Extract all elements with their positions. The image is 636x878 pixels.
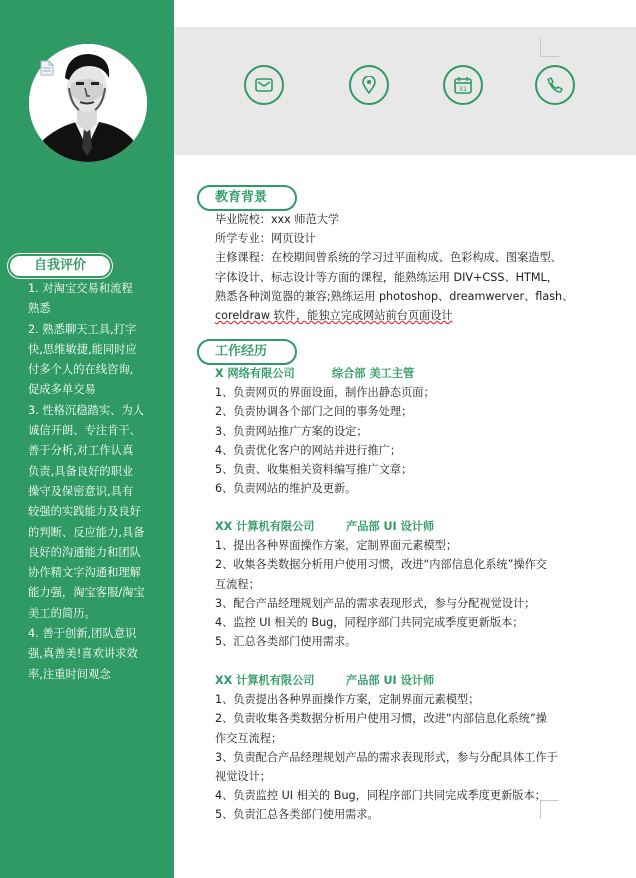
job-duty: 2、负责协调各个部门之间的事务处理； bbox=[215, 405, 413, 419]
job-header bbox=[215, 364, 435, 383]
job-block bbox=[215, 517, 547, 651]
job-duty: 2、收集各类数据分析用户使用习惯，改进“内部信息化系统”操作交 bbox=[215, 558, 547, 572]
job-duty: 3、配合产品经理规划产品的需求表现形式，参与分配视觉设计； bbox=[215, 596, 536, 610]
self-eval-line: 诚信开朗、专注肯干、 bbox=[28, 424, 141, 438]
job-duty: 互流程； bbox=[215, 577, 260, 591]
education-line: 毕业院校：xxx 师范大学 bbox=[215, 213, 340, 226]
self-eval-line: 率,注重时间观念 bbox=[28, 667, 111, 681]
document-icon bbox=[40, 60, 54, 76]
self-eval-line: 熟悉 bbox=[28, 302, 51, 316]
self-eval-line: 协作精文字沟通和理解 bbox=[28, 566, 141, 580]
job-duty: 1、负责提出各种界面操作方案，定制界面元素模型； bbox=[215, 693, 480, 707]
self-eval-line: 负责,具备良好的职业 bbox=[28, 464, 134, 478]
education-line: coreldraw 软件，能独立完成网站前台页面设计 bbox=[215, 309, 453, 323]
job-duty: 3、负责网站推广方案的设定； bbox=[215, 424, 368, 438]
self-eval-line: 付多个人的在线咨询, bbox=[28, 363, 134, 377]
self-eval-line: 强,真善美!喜欢讲求效 bbox=[28, 647, 138, 661]
self-evaluation-title: 自我评价 bbox=[8, 254, 112, 278]
job-duty: 6、负责网站的维护及更新。 bbox=[215, 482, 357, 496]
job-duty: 5、负责汇总各类部门使用需求。 bbox=[215, 808, 379, 822]
self-eval-line: 1. 对淘宝交易和流程 bbox=[28, 282, 133, 295]
location-icon[interactable] bbox=[349, 65, 389, 105]
job-duty: 4、负责优化客户的网站并进行推广； bbox=[215, 443, 402, 457]
self-eval-line: 善于分析,对工作认真 bbox=[28, 444, 134, 458]
self-eval-line: 良好的沟通能力和团队 bbox=[28, 545, 141, 559]
job-duty: 视觉设计； bbox=[215, 770, 271, 784]
education-line: 主修课程：在校期间曾系统的学习过平面构成、色彩构成、图案造型、 bbox=[215, 251, 562, 265]
calendar-day: 31 bbox=[458, 85, 468, 93]
job-block bbox=[215, 671, 558, 825]
self-eval-line: 的判断、反应能力,具备 bbox=[28, 525, 145, 539]
education-line: 字体设计、标志设计等方面的课程，能熟练运用 DIV+CSS、HTML， bbox=[215, 270, 558, 284]
self-eval-line: 促成多单交易 bbox=[28, 383, 96, 397]
education-title: 教育背景 bbox=[197, 185, 297, 211]
job-role: 综合部 美工主管 bbox=[332, 367, 415, 380]
job-duty: 2、负责收集各类数据分析用户使用习惯，改进“内部信息化系统”操 bbox=[215, 712, 547, 726]
mail-icon[interactable] bbox=[244, 65, 284, 105]
page-corner-mark bbox=[540, 38, 559, 57]
job-header bbox=[215, 517, 547, 536]
self-eval-line: 能力强，淘宝客服/淘宝 bbox=[28, 586, 145, 600]
job-duty: 1、提出各种界面操作方案，定制界面元素模型； bbox=[215, 539, 458, 553]
job-company: X 网络有限公司 bbox=[215, 367, 295, 380]
page-corner-mark bbox=[540, 800, 559, 819]
job-duty: 4、负责监控 UI 相关的 Bug，同程序部门共同完成季度更新版本； bbox=[215, 789, 546, 803]
self-eval-line: 4. 善于创新,团队意识 bbox=[28, 627, 137, 641]
job-duty: 作交互流程； bbox=[215, 731, 283, 745]
self-eval-line: 快,思维敏捷,能同时应 bbox=[28, 342, 137, 356]
job-duty: 5、负责、收集相关资料编写推广文章； bbox=[215, 463, 413, 477]
self-eval-line: 3. 性格沉稳踏实、为人 bbox=[28, 403, 145, 417]
calendar-icon[interactable] bbox=[443, 65, 483, 105]
job-company: XX 计算机有限公司 bbox=[215, 674, 315, 687]
job-role: 产品部 UI 设计师 bbox=[346, 674, 435, 687]
job-duty: 3、负责配合产品经理规划产品的需求表现形式，参与分配具体工作于 bbox=[215, 750, 558, 764]
job-header bbox=[215, 671, 558, 690]
education-block bbox=[215, 210, 573, 325]
self-eval-line: 较强的实践能力及良好 bbox=[28, 505, 141, 519]
work-title: 工作经历 bbox=[197, 339, 297, 365]
job-duty: 5、汇总各类部门使用需求。 bbox=[215, 635, 357, 649]
job-duty: 1、负责网页的界面设面，制作出静态页面； bbox=[215, 386, 435, 400]
job-role: 产品部 UI 设计师 bbox=[346, 520, 435, 533]
self-eval-line: 美工的简历。 bbox=[28, 606, 96, 620]
phone-icon[interactable] bbox=[535, 65, 575, 105]
education-line: 熟悉各种浏览器的兼容;熟练运用 photoshop、dreamwerver、flash、 bbox=[215, 289, 574, 303]
self-eval-line: 2. 熟悉聊天工具,打字 bbox=[28, 322, 137, 336]
job-company: XX 计算机有限公司 bbox=[215, 520, 315, 533]
education-line: 所学专业：网页设计 bbox=[215, 232, 316, 246]
job-block bbox=[215, 364, 435, 498]
self-eval-line: 操守及保密意识,具有 bbox=[28, 484, 134, 498]
job-duty: 4、监控 UI 相关的 Bug，同程序部门共同完成季度更新版本； bbox=[215, 616, 524, 630]
self-evaluation-list bbox=[28, 279, 152, 685]
